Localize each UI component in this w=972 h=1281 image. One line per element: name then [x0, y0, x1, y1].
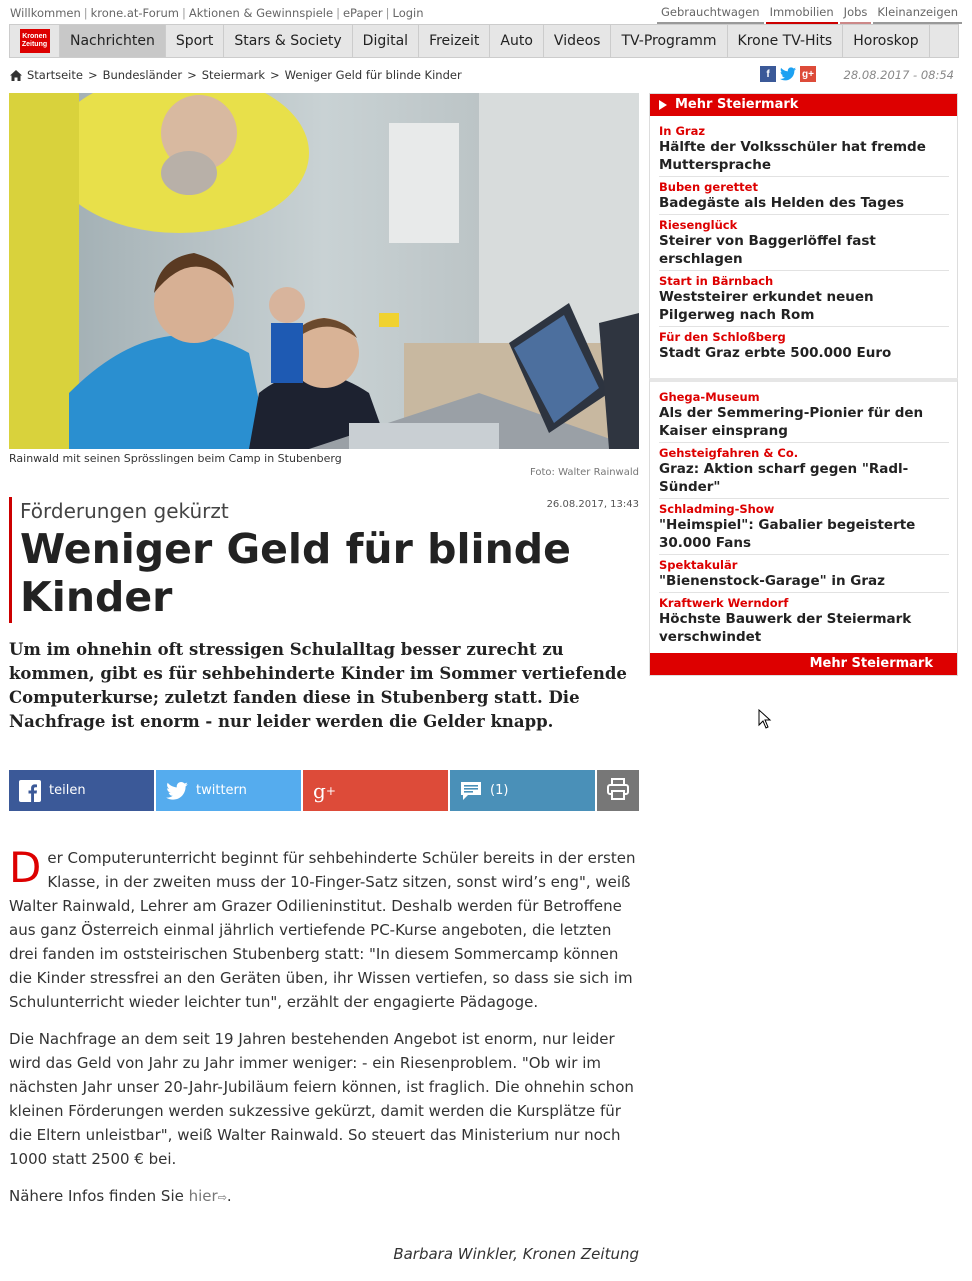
- sidebar-teaser[interactable]: [659, 124, 949, 177]
- teaser-kicker: Für den Schloßberg: [659, 330, 786, 344]
- crumb-startseite[interactable]: Startseite: [27, 68, 83, 82]
- nav-auto[interactable]: Auto: [490, 25, 544, 57]
- teaser-kicker: Buben gerettet: [659, 180, 758, 194]
- classifieds-links: [655, 4, 962, 24]
- nav-digital[interactable]: Digital: [353, 25, 419, 57]
- link-willkommen[interactable]: Willkommen: [10, 6, 81, 20]
- print-icon: [607, 778, 629, 804]
- paragraph-text: er Computerunterricht beginnt für sehbehinderte Schüler bereits in der ersten Klasse, in der zweiten muss der 10-Finger-Satz sitzen, sonst wird’s eng", weiß Walter Rainwald, Lehrer am Grazer Odilieninstitut. Deshalb werden für Betroffene aus ganz Österreich einmal jährlich vertiefende PC-Kurse angeboten, die letzten drei fanden im oststeirischen Stubenberg statt: "In diesem Sommercamp können die Kinder stressfrei an den Geräten üben, ihr Wissen vertiefen, so dass sie sich im Schulunterricht wieder leichter tun", erzählt der engagierte Pädagoge.: [9, 849, 636, 1011]
- home-icon[interactable]: [10, 70, 22, 81]
- nav-videos[interactable]: Videos: [544, 25, 612, 57]
- nav-horoskop[interactable]: Horoskop: [843, 25, 929, 57]
- share-twitter-button[interactable]: [156, 770, 301, 811]
- link-jobs[interactable]: Jobs: [840, 4, 872, 24]
- article-lead: Um im ohnehin oft stressigen Schulalltag besser zurecht zu kommen, gibt es für sehbehinderte Kinder im Sommer vertiefende Computerkurse; zuletzt fanden diese in Stubenberg statt. Die Nachfrage ist enorm - nur leider werden die Gelder knapp.: [9, 640, 627, 731]
- link-kleinanzeigen[interactable]: Kleinanzeigen: [873, 4, 962, 24]
- crumb-bundeslaender[interactable]: Bundesländer: [102, 68, 183, 82]
- share-googleplus-button[interactable]: [303, 770, 448, 811]
- teaser-kicker: Spektakulär: [659, 558, 738, 572]
- link-aktionen[interactable]: Aktionen & Gewinnspiele: [188, 6, 334, 20]
- nav-sport[interactable]: Sport: [166, 25, 225, 57]
- share-facebook-button[interactable]: [9, 770, 154, 811]
- crumb-separator: >: [187, 68, 197, 82]
- print-button[interactable]: [597, 770, 639, 811]
- classroom-photo: [9, 93, 639, 449]
- share-twitter-label: twittern: [196, 783, 247, 798]
- link-login[interactable]: Login: [392, 6, 424, 20]
- article-header: [9, 497, 639, 623]
- link-immobilien[interactable]: Immobilien: [766, 4, 838, 24]
- article-published-date: 26.08.2017, 13:43: [546, 499, 639, 510]
- link-forum[interactable]: krone.at-Forum: [90, 6, 179, 20]
- teaser-title: Weststeirer erkundet neuen Pilgerweg nach Rom: [659, 289, 874, 323]
- separator: |: [385, 6, 390, 20]
- info-link[interactable]: [189, 1187, 227, 1205]
- sidebar-more-steiermark-2: [649, 378, 958, 676]
- teaser-kicker: In Graz: [659, 124, 706, 138]
- main-nav: [9, 24, 959, 58]
- share-bar: [9, 770, 639, 811]
- page-datetime: 28.08.2017 - 08:54: [843, 68, 954, 82]
- twitter-icon[interactable]: [780, 66, 796, 82]
- share-facebook-label: teilen: [49, 783, 86, 798]
- teaser-title: Stadt Graz erbte 500.000 Euro: [659, 345, 892, 361]
- nav-tv-programm[interactable]: TV-Programm: [611, 25, 727, 57]
- breadcrumb: [10, 68, 462, 82]
- separator: |: [83, 6, 88, 20]
- sidebar-teaser[interactable]: [659, 274, 949, 327]
- crumb-steiermark[interactable]: Steiermark: [201, 68, 266, 82]
- logo-mark: [20, 29, 50, 53]
- nav-nachrichten[interactable]: Nachrichten: [60, 25, 166, 57]
- sidebar-teaser[interactable]: [659, 502, 949, 555]
- sidebar-teaser[interactable]: [659, 180, 949, 215]
- external-link-icon: ⇨: [217, 1191, 227, 1204]
- logo-text: Kronen Zeitung: [21, 33, 48, 48]
- separator: |: [336, 6, 340, 20]
- nav-freizeit[interactable]: Freizeit: [419, 25, 490, 57]
- teaser-title: Als der Semmering-Pionier für den Kaiser einsprang: [659, 405, 924, 439]
- comment-icon: [460, 781, 482, 801]
- article-paragraph: Die Nachfrage an dem seit 19 Jahren bestehenden Angebot ist enorm, nur leider wird das Geld von Jahr zu Jahr immer weniger: - ein Riesenproblem. "Ob wir im nächsten Jahr unser 20-Jahr-Jubiläum feiern können, ist fraglich. Die ohnehin schon kleinen Förderungen werden sukzessive gekürzt, damit werden die Kursplätze für die Eltern unleistbar", weiß Walter Rainwald. So steuert das Ministerium nur noch 1000 statt 2500 € bei.: [9, 1030, 634, 1168]
- social-icons-top: [760, 66, 816, 82]
- googleplus-icon: g +: [313, 778, 336, 803]
- sidebar-teaser[interactable]: [659, 218, 949, 271]
- article-paragraph: [9, 1184, 641, 1210]
- article-paragraph: [9, 843, 641, 1014]
- sidebar-teaser[interactable]: [659, 596, 949, 649]
- link-epaper[interactable]: ePaper: [342, 6, 383, 20]
- teaser-title: Höchste Bauwerk der Steiermark verschwindet: [659, 611, 912, 645]
- teaser-kicker: Start in Bärnbach: [659, 274, 774, 288]
- googleplus-icon[interactable]: g+: [800, 66, 816, 82]
- teaser-title: Hälfte der Volksschüler hat fremde Muttersprache: [659, 139, 926, 173]
- info-link-label: hier: [188, 1187, 218, 1205]
- teaser-title: Steirer von Baggerlöffel fast erschlagen: [659, 233, 876, 267]
- twitter-icon: [166, 782, 188, 800]
- link-gebrauchtwagen[interactable]: Gebrauchtwagen: [657, 4, 764, 24]
- teaser-title: Graz: Aktion scharf gegen "Radl-Sünder": [659, 461, 909, 495]
- article-hero-image: [9, 93, 639, 449]
- dropcap: D: [9, 843, 42, 892]
- article-author: Barbara Winkler, Kronen Zeitung: [393, 1245, 639, 1263]
- facebook-icon[interactable]: f: [760, 66, 776, 82]
- sidebar-teaser[interactable]: [659, 330, 949, 365]
- paragraph-text: .: [226, 1187, 232, 1205]
- article-kicker: Förderungen gekürzt: [20, 499, 229, 523]
- teaser-kicker: Gehsteigfahren & Co.: [659, 446, 799, 460]
- paragraph-text: Nähere Infos finden Sie: [9, 1187, 189, 1205]
- image-caption: Rainwald mit seinen Sprösslingen beim Camp in Stubenberg: [9, 452, 342, 465]
- teaser-kicker: Ghega-Museum: [659, 390, 760, 404]
- sidebar-teaser[interactable]: [659, 390, 949, 443]
- teaser-kicker: Kraftwerk Werndorf: [659, 596, 789, 610]
- separator: |: [182, 6, 186, 20]
- top-utility-bar: [0, 0, 972, 24]
- teaser-kicker: Riesenglück: [659, 218, 738, 232]
- crumb-current: Weniger Geld für blinde Kinder: [284, 68, 462, 82]
- teaser-title: Badegäste als Helden des Tages: [659, 195, 905, 211]
- nav-krone-tv-hits[interactable]: Krone TV-Hits: [728, 25, 844, 57]
- nav-stars-society[interactable]: Stars & Society: [224, 25, 352, 57]
- crumb-separator: >: [87, 68, 98, 82]
- sidebar-teaser[interactable]: [659, 446, 949, 499]
- teaser-kicker: Schladming-Show: [659, 502, 775, 516]
- mouse-cursor-icon: [758, 709, 772, 729]
- article-title: Weniger Geld für blinde Kinder: [20, 525, 571, 621]
- sidebar-teaser[interactable]: [659, 558, 949, 593]
- article-body: [9, 843, 641, 1223]
- comments-count: (1): [490, 783, 509, 798]
- krone-logo[interactable]: [10, 25, 60, 57]
- sidebar-header[interactable]: Mehr Steiermark: [650, 94, 957, 116]
- utility-links: [10, 6, 424, 20]
- facebook-icon: [19, 780, 41, 802]
- image-credit: Foto: Walter Rainwald: [529, 467, 639, 478]
- teaser-title: "Heimspiel": Gabalier begeisterte 30.000 Fans: [659, 517, 916, 551]
- sidebar-footer-link[interactable]: Mehr Steiermark: [650, 653, 957, 675]
- crumb-separator: >: [270, 68, 280, 82]
- teaser-title: "Bienenstock-Garage" in Graz: [659, 573, 885, 589]
- comments-button[interactable]: [450, 770, 595, 811]
